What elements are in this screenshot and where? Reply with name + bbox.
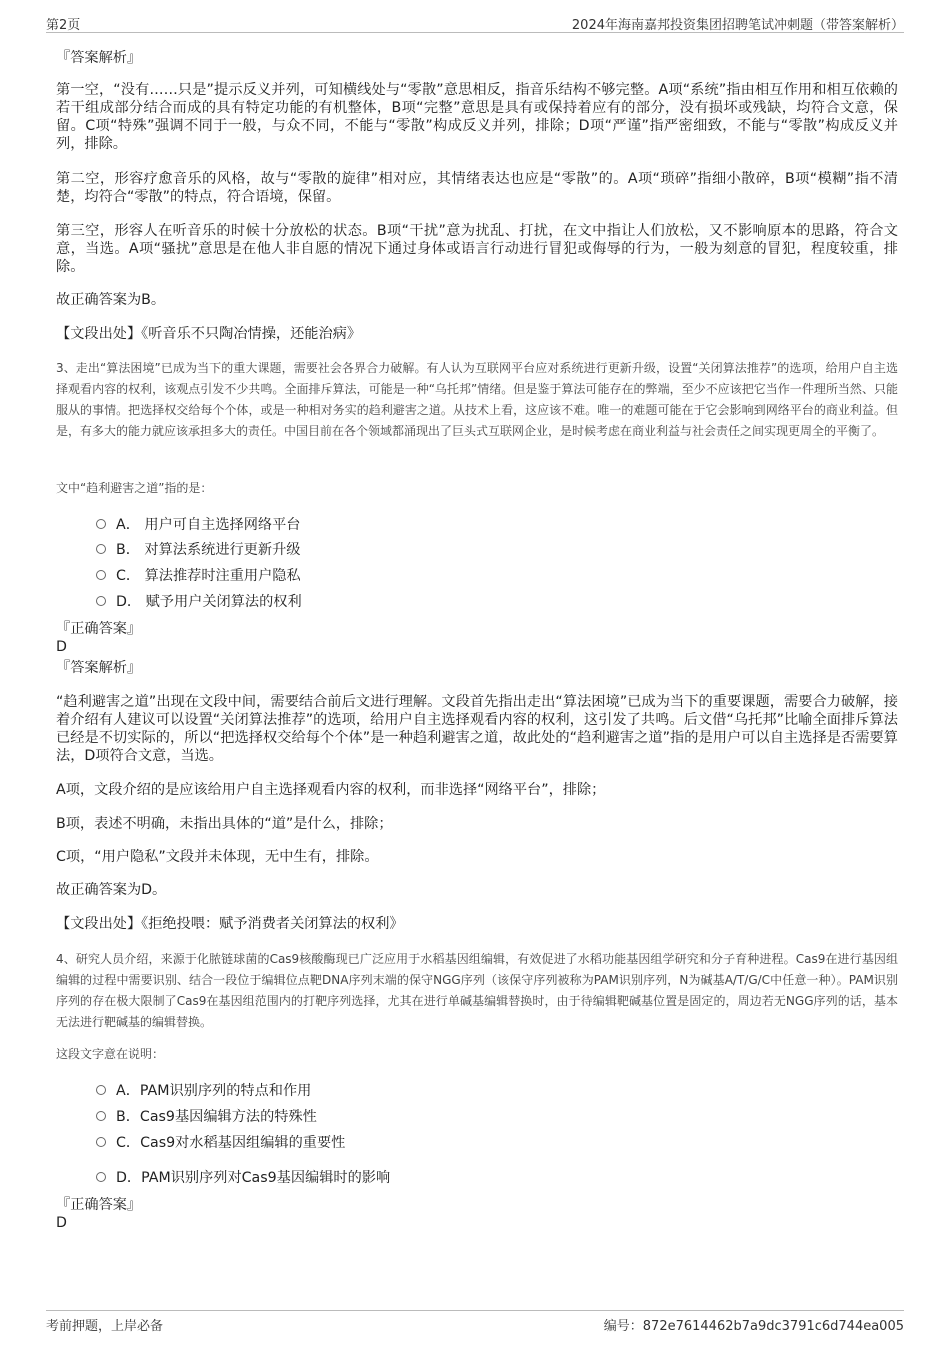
q3-option-d[interactable] [96, 591, 302, 611]
q3-analysis-label: 『答案解析』 [56, 660, 142, 676]
q3-answer-label: 『正确答案』 [56, 621, 142, 637]
radio-icon[interactable] [96, 1137, 106, 1147]
q3-option-a[interactable] [96, 514, 300, 534]
q3-conclusion: 故正确答案为D。 [56, 882, 167, 898]
q4-option-b[interactable] [96, 1106, 317, 1126]
q3-option-d-label: D． 赋予用户关闭算法的权利 [116, 594, 302, 610]
radio-icon[interactable] [96, 1111, 106, 1121]
q2-analysis-para-2: 第二空，形容疗愈音乐的风格，故与“零散的旋律”相对应，其情绪表达也应是“零散”的。A项“琐碎”指细小散碎，B项“模糊”指不清楚，均符合“零散”的特点，符合语境，保留。 [56, 171, 898, 205]
q3-option-c[interactable] [96, 565, 301, 585]
radio-icon[interactable] [96, 544, 106, 554]
q3-analysis: “趋利避害之道”出现在文段中间，需要结合前后文进行理解。文段首先指出走出“算法困境”已成为当下的重要课题，需要合力破解，接着介绍有人建议可以设置“关闭算法推荐”的选项，给用户自主选择观看内容的权利，这引发了共鸣。后文借“乌托邦”比喻全面排斥算法已经是不切实际的，所以“把选择权交给每个个体”是一种趋利避害之道，故此处的“趋利避害之道”指的是用户可以自主选择是否需要算法，D项符合文意，当选。 [56, 694, 898, 764]
q3-option-c-label: C． 算法推荐时注重用户隐私 [116, 568, 301, 584]
q4-option-a-label: A．PAM识别序列的特点和作用 [116, 1083, 312, 1099]
document-id: 编号：872e7614462b7a9dc3791c6d744ea005 [603, 1319, 904, 1334]
q3-option-b-analysis: B项，表述不明确，未指出具体的“道”是什么，排除； [56, 816, 393, 832]
q4-option-d[interactable] [96, 1167, 390, 1187]
radio-icon[interactable] [96, 519, 106, 529]
q3-option-c-analysis: C项，“用户隐私”文段并未体现，无中生有，排除。 [56, 849, 379, 865]
radio-icon[interactable] [96, 570, 106, 580]
page-number: 第2页 [46, 18, 81, 33]
q3-option-a-label: A． 用户可自主选择网络平台 [116, 517, 301, 533]
page-header [46, 12, 904, 33]
q2-analysis-para-3: 第三空，形容人在听音乐的时候十分放松的状态。B项“干扰”意为扰乱、打扰，在文中指让人们放松，又不影响原本的思路，符合文意，当选。A项“骚扰”意思是在他人非自愿的情况下通过身体或语言行动进行冒犯或侮辱的行为，一般为刻意的冒犯，程度较重，排除。 [56, 223, 898, 275]
page-footer [46, 1310, 904, 1336]
q4-option-d-label: D．PAM识别序列对Cas9基因编辑时的影响 [116, 1170, 391, 1186]
q4-answer: D [56, 1215, 67, 1231]
q2-analysis-label: 『答案解析』 [56, 50, 142, 66]
q3-option-b-label: B． 对算法系统进行更新升级 [116, 542, 301, 558]
q3-stem: 3、走出“算法困境”已成为当下的重大课题，需要社会各界合力破解。有人认为互联网平台应对系统进行更新升级，设置“关闭算法推荐”的选项，给用户自主选择观看内容的权利，该观点引发不少共鸣。全面排斥算法，可能是一种“乌托邦”情绪。但是鉴于算法可能存在的弊端，至少不应该把它当作一件理所当然、只能服从的事情。把选择权交给每个个体，或是一种相对务实的趋利避害之道。从技术上看，这应该不难。唯一的难题可能在于它会影响到网络平台的商业利益。但是，有多大的能力就应该承担多大的责任。中国目前在各个领域都涌现出了巨头式互联网企业，是时候考虑在商业利益与社会责任之间实现更周全的平衡了。 [56, 361, 898, 438]
q3-prompt: 文中“趋利避害之道”指的是： [56, 481, 213, 495]
q4-answer-label: 『正确答案』 [56, 1197, 142, 1213]
radio-icon[interactable] [96, 1172, 106, 1182]
q2-source: 【文段出处】《听音乐不只陶冶情操，还能治病》 [56, 326, 362, 342]
q4-stem: 4、研究人员介绍，来源于化脓链球菌的Cas9核酸酶现已广泛应用于水稻基因组编辑，有效促进了水稻功能基因组学研究和分子育种进程。Cas9在进行基因组编辑的过程中需要识别、结合一段位于编辑位点靶DNA序列末端的保守NGG序列（该保守序列被称为PAM识别序列，N为碱基A/T/G/C中任意一种）。PAM识别序列的存在极大限制了Cas9在基因组范围内的打靶序列选择，尤其在进行单碱基编辑替换时，由于待编辑靶碱基位置是固定的，周边若无NGG序列的话，基本无法进行靶碱基的编辑替换。 [56, 952, 898, 1029]
radio-icon[interactable] [96, 596, 106, 606]
document-title: 2024年海南嘉邦投资集团招聘笔试冲刺题（带答案解析） [571, 18, 904, 33]
q3-source: 【文段出处】《拒绝投喂：赋予消费者关闭算法的权利》 [56, 916, 404, 932]
q4-prompt: 这段文字意在说明： [56, 1047, 165, 1061]
radio-icon[interactable] [96, 1085, 106, 1095]
q3-option-a-analysis: A项，文段介绍的是应该给用户自主选择观看内容的权利，而非选择“网络平台”，排除； [56, 782, 606, 798]
footer-slogan: 考前押题，上岸必备 [46, 1319, 164, 1334]
q2-conclusion: 故正确答案为B。 [56, 292, 166, 308]
q4-option-a[interactable] [96, 1080, 311, 1100]
q4-option-c[interactable] [96, 1132, 345, 1152]
q4-option-c-label: C．Cas9对水稻基因组编辑的重要性 [116, 1135, 346, 1151]
q2-analysis-para-1: 第一空，“没有……只是”提示反义并列，可知横线处与“零散”意思相反，指音乐结构不够完整。A项“系统”指由相互作用和相互依赖的若干组成部分结合而成的具有特定功能的有机整体，B项“完整”意思是具有或保持着应有的部分，没有损坏或残缺，均符合文意，保留。C项“特殊”强调不同于一般，与众不同，不能与“零散”构成反义并列，排除；D项“严谨”指严密细致，不能与“零散”构成反义并列，排除。 [56, 82, 898, 152]
q4-option-b-label: B．Cas9基因编辑方法的特殊性 [116, 1109, 317, 1125]
q3-option-b[interactable] [96, 539, 301, 559]
q3-answer: D [56, 639, 67, 655]
